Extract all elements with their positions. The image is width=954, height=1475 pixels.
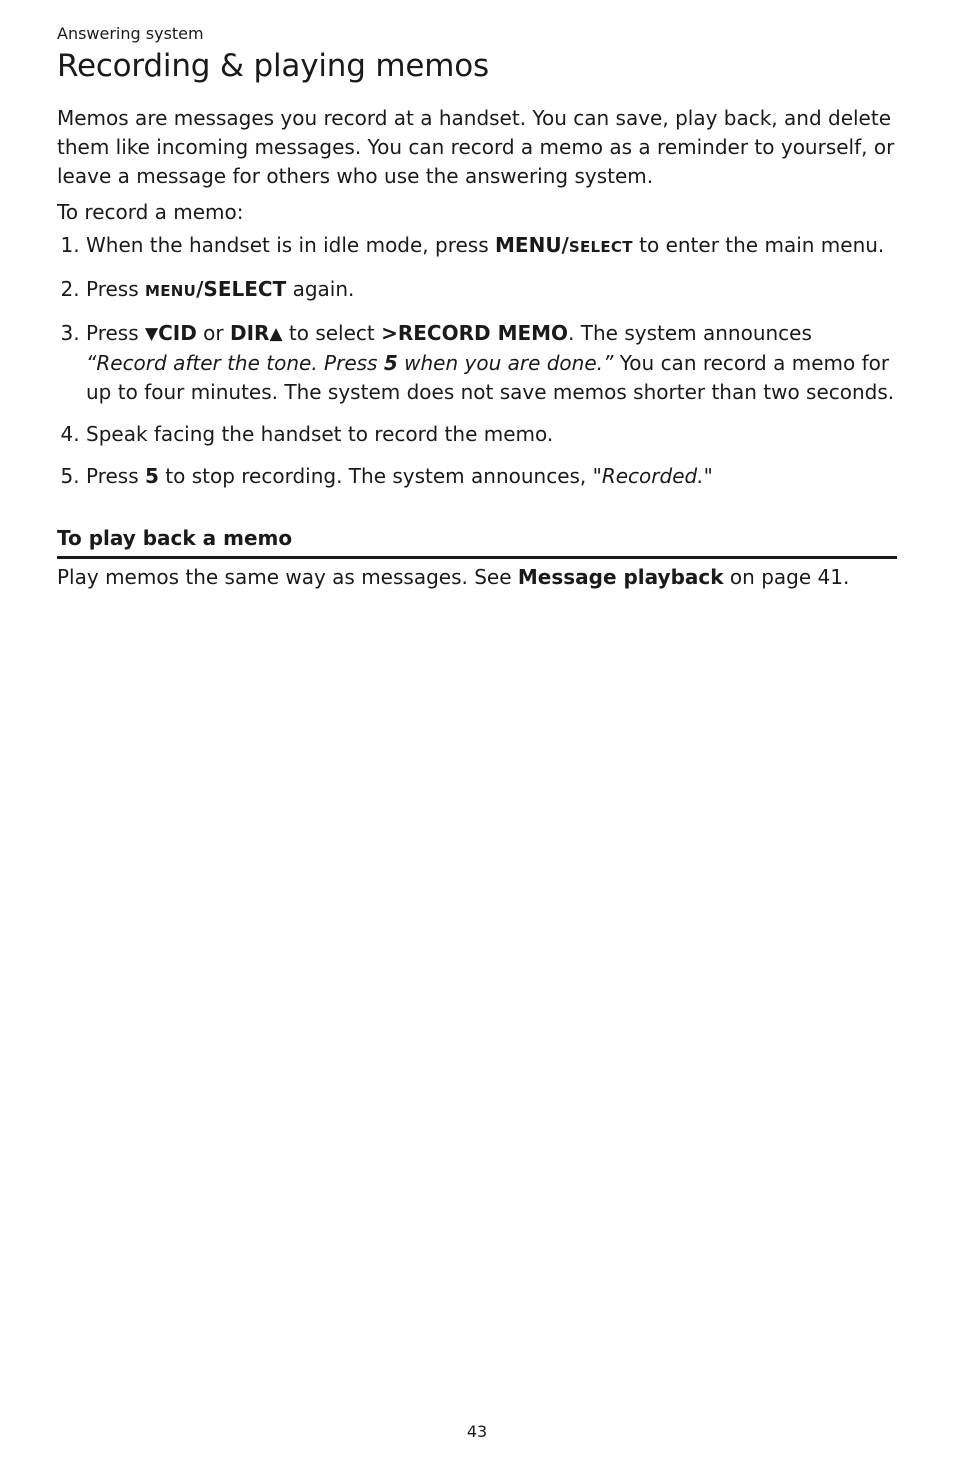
step-1-text-b: to enter the main menu.: [632, 233, 885, 257]
playback-paragraph: [57, 563, 897, 592]
playback-text-a: Play memos the same way as messages. See: [57, 565, 518, 589]
intro-paragraph: Memos are messages you record at a handset. You can save, play back, and delete them like incoming messages. You can record a memo as a reminder to yourself, or leave a message for others who use the answering system.: [57, 106, 895, 188]
step-4-text: Speak facing the handset to record the memo.: [86, 422, 554, 446]
menu-key-label: MENU/: [495, 233, 569, 257]
step-3-text-or: or: [196, 321, 230, 345]
step-3-text-a: Press: [86, 321, 145, 345]
step-3-text-select: to select: [282, 321, 382, 345]
document-page: [57, 22, 897, 592]
announcement-key: 5: [383, 351, 398, 375]
select-key-label: /SELECT: [196, 277, 287, 301]
record-memo-menu-item: >RECORD MEMO: [381, 321, 569, 345]
page-title: Recording & playing memos: [57, 48, 489, 84]
step-1: [86, 231, 897, 262]
recorded-quote: "Recorded.": [592, 464, 713, 488]
step-5-text-a: Press: [86, 464, 145, 488]
step-5-text-b: to stop recording. The system announces,: [158, 464, 593, 488]
play-back-memo-heading: To play back a memo: [57, 524, 897, 559]
cid-key-label: CID: [158, 321, 197, 345]
playback-text-b: on page 41.: [723, 565, 850, 589]
up-arrow-icon: ▲: [269, 324, 283, 344]
section-label: Answering system: [57, 24, 204, 43]
step-2: [86, 275, 897, 306]
step-2-text-b: again.: [286, 277, 355, 301]
step-3-text-rest: You can record a memo for up to four minutes. The system does not save memos shorter than two seconds.: [86, 351, 895, 404]
dir-key-label: DIR: [230, 321, 270, 345]
select-key-label: SELECT: [568, 238, 633, 256]
step-5: [86, 462, 897, 491]
step-3-text-announces: . The system announces: [568, 321, 812, 345]
step-3: [86, 319, 897, 407]
message-playback-reference: Message playback: [517, 565, 724, 589]
record-memo-lead: To record a memo:: [57, 200, 244, 224]
step-1-text-a: When the handset is in idle mode, press: [86, 233, 496, 257]
stop-key-label: 5: [145, 464, 159, 488]
menu-key-label: MENU: [145, 282, 197, 300]
announcement-quote-a: “Record after the tone. Press: [86, 351, 384, 375]
step-4: [86, 420, 897, 449]
down-arrow-icon: ▼: [145, 324, 159, 344]
announcement-quote-b: when you are done.”: [397, 351, 614, 375]
step-2-text-a: Press: [86, 277, 145, 301]
record-steps-list: [57, 231, 897, 491]
page-number: 43: [466, 1422, 488, 1441]
